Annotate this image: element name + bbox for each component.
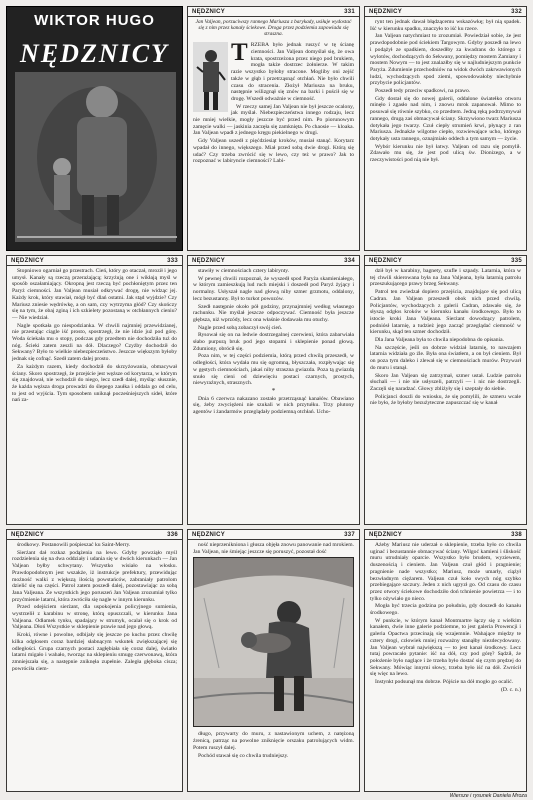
- panel-title: NĘDZNICY: [11, 531, 45, 538]
- paragraph: Sierżant dał rozkaz podążenia na lewo. Gdyby powziąło myśl rozdzielenia się na dwa oddziały i udania się w dwóch kierunkach — Jan Valjean byłby schwytany. Wszystko wisiało na włosku. Prawdopodobnym jest wszakże, iż instrukcje prefektury, przewidując możność walki z większą ilością powstańców, zabraniały patrolom dzielić się na części. Patrol zatem poszedł dalej, pozostawiając za sobą Jana Valjeana. Ze wszystkich jego poruszeń Jan Valjean zrozumiał tylko przyćmienie latarni, która zwróciła się nagle w innym kierunku.: [12, 549, 177, 603]
- panel-text: [7, 540, 182, 672]
- paragraph: Poza nim, w tej części podziemia, którą przed chwilą przeszedł, w odległości, która wydała mu się ogromną, błyszczała, rozpływając się w gęstych ciemnościach, jakaś niby straszna gwiazda. Poza tą gwiazdą snuło się cieni od dziewięciu postaci czarnych, prostych, niewyraźnych, strasznych.: [193, 353, 354, 387]
- paragraph: Rysował się on na ledwie dostrzegalnej czerwieni, która zabarwiała słabo purpurą bruk pod jego stopami i sklepienie ponad głową. Zdumiony, obrócił się.: [193, 332, 354, 352]
- panel-title: NĘDZNICY: [192, 531, 226, 538]
- paragraph: Nagle spotkała go niespodzianka. W chwili najmniej przewidzianej, nie przestając ciągle iść prosto, spostrzegł, że nie idzie już pod górę. Woda ściekała mu o stopy, podczas gdy przedtem nie dochodziła tuż do nóg. Ścieki zatem zeszli na dół. Dlaczego? Czyżby dochodził do Sekwany? Było to wielkie niebezpieczeństwo. Jeszcze większym byłoby jednak się cofnąć. Szedł zatem dalej prosto.: [12, 322, 177, 363]
- continued-note: (D. c. n.): [500, 686, 521, 693]
- panel-header: [365, 7, 526, 17]
- panel-text: [365, 266, 526, 407]
- cover-title: NĘDZNICY: [20, 39, 169, 68]
- section-separator: *: [271, 386, 276, 395]
- cover-drawing: [7, 7, 183, 251]
- cover-author: WIKTOR HUGO: [34, 12, 155, 29]
- panel-title: NĘDZNICY: [192, 8, 226, 15]
- panel-text: [188, 266, 359, 416]
- panel-text: [188, 40, 359, 165]
- paragraph: Patrol ten zwiedzał dopiero przejścia, znajdujące się pod ulicą Cadran. Jan Valjean przeszedł obok nich przed chwilą. Policjantów, wychodzących z galerii Cadran, zdawało się, że słyszą odgłos kroków w kierunku kanału środkowego. Było to istocie kroki Jana Valjeana. Sierżant dowodzący patrolem, podniósł latarnię, a tudzież jego zacząć przeglądać ciemność w kierunku, skąd ten szmer dochodził.: [370, 289, 521, 336]
- paragraph: rynt ten jednak dawał błądzącemu wskazówkę; był nią spadek. Iść w kierunku spadku, znaczyło to iść ku rzece.: [370, 19, 521, 32]
- paragraph: długo, przywarty do muru, z nastawionym uchem, z natężoną źrenicą, patrząc na powolne zniknięcie orszaku patrolujących widm. Potem ruszył dalej.: [193, 731, 354, 751]
- panel-header: [7, 530, 182, 540]
- panel-text: [188, 540, 359, 555]
- paragraph: Pochód stawał się co chwila trudniejszy.: [198, 752, 289, 759]
- panel-header: [365, 256, 526, 266]
- paragraph: Za każdym razem, kiedy dochodził do skrzyżowania, obmacywał ściany. Skoro spostrzegł, że przejście jest węższe od korytarza, w którym się znajdował, nie wchodził do niego, lecz szedł dalej, myśląc słusznie, że każda węższa droga prowadzi do ślepego zaułka i oddala go od celu, to jest od wyjścia. Tym sposobem uniknął pocześniejszych sideł, które nań za-: [12, 363, 177, 404]
- paragraph: ność nieprzenikniona i głusza objęła znowu panowanie nad mrokiem. Jan Valjean, nie śmiejąc jeszcze się poruszyć, pozostał dość: [193, 542, 354, 555]
- paragraph: Nagle przed sobą zobaczył swój cień.: [198, 324, 283, 331]
- strip-panel-332: [364, 6, 527, 251]
- panel-number: 334: [344, 257, 355, 264]
- panel-header: [188, 256, 359, 266]
- panel-title: NĘDZNICY: [369, 531, 403, 538]
- paragraph: Wybór kierunku nie był łatwy. Valjean od razu się pomylił. Zdawało mu się, że jest pod ulicą św. Dionizego, a w rzeczywistości pod nią nie był.: [370, 143, 521, 164]
- panel-title: NĘDZNICY: [369, 257, 403, 264]
- paragraph: stawiły w ciemnościach cztery labirynty.: [198, 268, 290, 274]
- paragraph: Ażeby Mariusz nie uderzał o sklepienie, trzeba było co chwila uginać i bezustannie obmacywać ściany. Wilgoć kamieni i śliskość muru utrudniały oparcie. Wszystko było brudem, wyziewem, duszenością i cieniem. Jan Valjean czuł głód i pragnienie; pragnienie nade wszystko; Mariusz, może umarły, ciążył bezwładnym ciężarem. Valjean czuł koło swych nóg szybko przebiegające szczury. Jeden z nich ugryzł go. Od czasu do czasu przez otwory ściekowe dochodziło doń tchnienie powietrza — i to tylko ożywiało go nieco.: [370, 542, 521, 602]
- paragraph: Jan Valjean natychmiast to zrozumiał. Powiedział sobie, że jest prawdopodobnie pod ściekiem Targowym. Gdyby poszedł na lewo i podążył ze spadkiem, doszedłby za kwadrans do którego z wylotów, dochodzących do Sekwany, pomiędzy mostem Zamiany i mostem Nowym — to jest znalazłby się w najludniejszym punkcie Paryża. Zdumienie przechodniów na widok dwóch zakrwawionych ludzi, wychodzących spod ziemi, spowodowałoby niechybnie przybycie policjantów.: [370, 33, 521, 87]
- paragraph: środkowy. Postanowili pośpieszać ku Saint-Merry.: [17, 542, 131, 548]
- paragraph: Kroki, równe i powolne, odbijały się jeszcze po kuchu przez chwilę kilka odgłosem coraz bardziej słabnącym wskutek zwiększającej się odległości. Grupa czarnych postaci zagłębiała się coraz dalej, światło latarni migało i wahało, tworząc na sklepieniu smugę czerwonawą, która zmniejszała się, a następnie zniknęła zupełnie. Zaległa głęboka cisza; powróciła ciem-: [12, 632, 177, 672]
- paragraph: Dnia 6 czerwca nakazano zostało przetrząsnąć kanałów. Obawiano się, żeby zwyciężeni nie szukali w nich przytułku. Trzy plutony agentów i żandarmów przeglądały podziemną otchłań. Ucho-: [193, 395, 354, 416]
- panel-number: 335: [511, 257, 522, 264]
- cover-illustration: [6, 6, 183, 251]
- panel-text: [365, 17, 526, 164]
- panel-title: NĘDZNICY: [11, 257, 45, 264]
- panel-text-after: [188, 729, 359, 759]
- paragraph: W punkcie, w którym kanał Montmartre łączy się z wielkim kanałem, dwie inne galerie podziemne, to jest galeria Prowencji i galeria Opactwa przecinają się wzajemnie. Wahające między te cztery drogi, człowiek mniej rozważny stanąłby niezdecydowany. Jan Valjean wybrał największą — to jest kanał środkowy. Lecz tutaj powracało pytanie: iść na dół, czy pod górę? Sądził, że położenie było naglące i że trzeba było dostać się czym prędzej do Sekwany. Mówiąc innymi słowy, trzeba było iść na dół. Zwrócił się więc na lewo.: [370, 617, 521, 678]
- paragraph: Gdy Valjean uszedł z pięćdziesiąt kroków, musiał stanąć. Korytarz wpadał do innego, większego. Miał przed sobą dwie drogi. Którą się udać? Czy trzeba zwrócić się w lewo, czy też w prawo? Jak to rozpoznać w labiryncie ciemności? Labi-: [193, 138, 354, 165]
- paragraph: Skoro Jan Valjean się zatrzymał, szmer ustał. Ludzie patrolu słuchali — i nie nie usłyszeli, patrzyli — i nic nie dostrzegli. Zaczęli się naradzać. Głowy zbliżyły się i szeptały do siebie.: [370, 372, 521, 392]
- paragraph: Policjanci doszli do wniosku, że się pomylili, że szmeru wcale nie było, że byłoby bezużyteczne zapuszczać się w kanał: [370, 393, 521, 407]
- panel-number: 332: [511, 8, 522, 15]
- panel-number: 333: [167, 257, 178, 264]
- paragraph: Przed odejściem sierżant, dla uspokojenia policyjnego sumienia, wystrzelił z karabinu w stronę, którą opuszczali, w kierunku Jana Valjeana. Odłamek tynku, spadający w strumyk, ocalał się o krok od Valjeana. Dłoń Wszystkie w sklepienie prawie nad jego głową.: [12, 604, 177, 631]
- panel-header: [188, 530, 359, 540]
- sewer-drawing: [194, 558, 354, 727]
- panel-text: [365, 540, 526, 693]
- panel-title: NĘDZNICY: [192, 257, 226, 264]
- paragraph: Dla Jana Valjeana była to chwila niepodobna do opisania.: [375, 337, 504, 344]
- panel-number: 337: [344, 531, 355, 538]
- sewer-illustration: [193, 557, 354, 727]
- strip-panel-334: [187, 255, 360, 525]
- figure-illustration: [193, 42, 228, 112]
- paragraph: Mogła być trzecia godzina po południu, gdy doszedł do kanału środkowego.: [370, 603, 521, 617]
- panel-title: NĘDZNICY: [369, 8, 403, 15]
- credit-line: Wiersze i rysunek Daniela Mroza: [449, 793, 527, 799]
- paragraph: Szedł następnie około pół godziny, przynajmniej według własnego rachunku. Nie myślał jeszcze odpoczywać. Ciemność była jeszcze głębsza, niż wprzódy, lecz ona właśnie dodawała mu otuchy.: [193, 303, 354, 323]
- panel-header: [7, 256, 182, 266]
- strip-panel-337: [187, 529, 360, 792]
- strip-panel-335: [364, 255, 527, 525]
- paragraph: Gdy dostał się do nowej galerii, oddalone światełko otworu minęło i zgasło nad nim, i znowu mrok zapanował. Mimo to posuwał się równie szybko, co przedtem. Jedną ręką podtrzymywał rannego, drugą zaś obmacywał ściany. Skrzywiono twarz Mariusza dotykała jego twarzy. Czuł ciepły strumień krwi, płynący z ran Mariusza. Jednakże wilgotne ciepło, rozwiewające ucho, którego dotykały usta rannego, oznajmiało oddech a tym samym — życie.: [370, 95, 521, 142]
- paragraph: Na szczęście, jeśli on dobrze widział latarnię, to nawzajem latarnia widziała go źle. Była ona światłem, a on był cieniem. Był on poza tym daleko i zlewał się w ciemnościach murów. Przywarł do muru i stanął.: [370, 344, 521, 371]
- panel-header: [188, 7, 359, 17]
- paragraph: Instynkt podsunął mu dobrze. Pójście na dół mogło go ocalić.: [375, 679, 514, 686]
- strip-panel-336: [6, 529, 183, 792]
- panel-number: 336: [167, 531, 178, 538]
- strip-panel-338: [364, 529, 527, 792]
- paragraph: W rzeczy samej Jan Valjean nie był jeszcze ocalony, jak myślał. Niebezpieczeństwa innego rodzaju, lecz nie mniej wielkie, mogły jeszcze być przed nim. Po piorunowym zamęcie walki — jaskinia zaczęła się zamknięta. Po chaosie — kloaka. Jan Valjean wpadł z jednego kręgu piekielnego w drugi.: [193, 103, 354, 137]
- panel-number: 338: [511, 531, 522, 538]
- drop-cap: T: [231, 39, 248, 67]
- paragraph: RZEBA było jednak ruszyć w tę ścianę ciemności. Jan Valjean domyślał się, że owa krata, spostrzeżona przez niego pod brukiem, mogła także dostrzec żołnierze. W takim razie wszystko byłoby stracone. Mogliby oni zejść także w głąb i przetrząsnąć otchłań. Nie było chwili czasu do stracenia. Złożył Mariusza na bruku, następnie wślizgnął się znów na barki i puścił się w drogę. Wszedł odważnie w ciemność.: [231, 42, 354, 102]
- paragraph: Poszedł tedy przeciw spadkowi, na prawo.: [375, 88, 471, 95]
- panel-text: [7, 266, 182, 404]
- panel-intro: Jan Valjean, porzuciwszy rannego Mariusza z barykady, usiłuje wydostać się z nim przez kanały ściekowe. Droga przez podziemia zapowiada się straszna.: [195, 19, 352, 38]
- strip-panel-333: [6, 255, 183, 525]
- paragraph: Stopniowo ogarniał go przestrach. Cień, który go otaczał, mroził i jego umysł. Kanały są rzeczą przerażającą; krzyżują one i wikłają myśl w sposób oszałamiający. Okropną jest rzeczą być pochłoniętym przez ten Paryż ciemności. Jan Valjean musiał odkrywać drogę, nie widząc jej. Każdy krok, który stawiał, mógł być dlań ostatni. Jak stąd wyjdzie? Czy Mariusz zniesie wędrówkę, a on sam, czy wytrzyma głód? Czy skończy się na tym, że obaj zginą i ich szkielety pozostaną w otchłannych cieniu? — Nie wiedział.: [12, 268, 177, 321]
- panel-header: [365, 530, 526, 540]
- paragraph: W pewnej chwili rozpoznał, że wyszedł spod Paryża skamieniałego, w którym zamieszkują lud ruch miejski i doszedł pod Paryż żyjący i normalny. Usłyszał nagle nad głową niby szmer grzmotu, oddalony, lecz bezustanny. Był to turkot powozów.: [193, 275, 354, 302]
- strip-panel-331: [187, 6, 360, 251]
- panel-number: 331: [344, 8, 355, 15]
- paragraph: dził był w karabiny, bagnety, szufle i szpady. Latarnia, która w tej chwili skierowana była na Jana Valjeana, była latarnią patrolu przeszukującego prawy brzeg Sekwany.: [370, 268, 521, 288]
